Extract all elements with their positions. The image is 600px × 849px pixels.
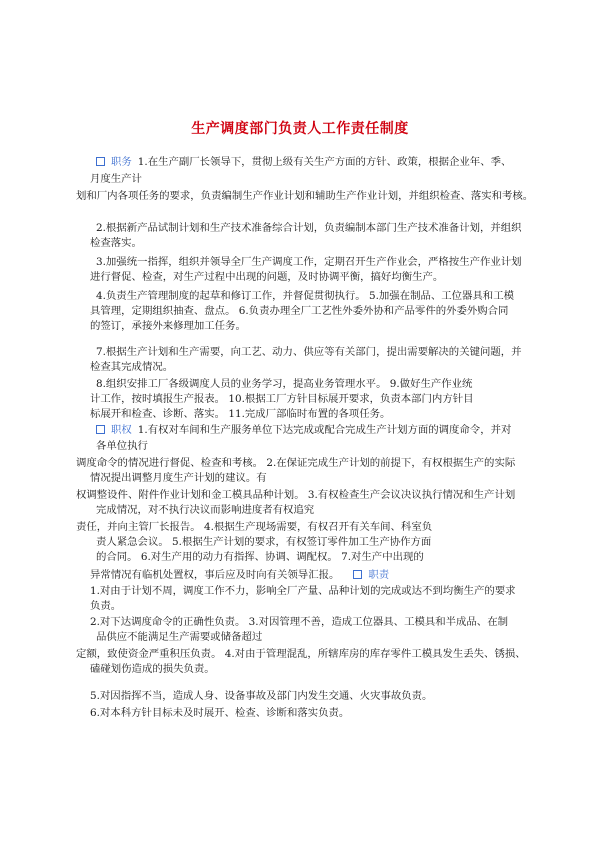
checkbox-icon	[96, 157, 105, 166]
checkbox-icon	[353, 570, 362, 579]
text-line: 的合同。 6.对生产用的动力有指挥、协调、调配权。 7.对生产中出现的	[96, 551, 424, 563]
text-line: 6.对本科方针目标未及时展开、检查、诊断和落实负责。	[90, 707, 350, 719]
text-line: 责人紧急会议。 5.根据生产计划的要求，有权签订零件加工生产协作方面	[96, 536, 432, 548]
text-line: 5.对因指挥不当，造成人身、设备事故及部门内发生交通、火灾事故负责。	[90, 690, 433, 702]
document-title: 生产调度部门负责人工作责任制度	[191, 121, 409, 137]
text-line: 划和厂内各项任务的要求，负责编制生产作业计划和辅助生产作业计划，并组织检查、落实和考核。	[76, 190, 534, 202]
text-line: 职务 1.在生产副厂长领导下，贯彻上级有关生产方面的方针、政策，根据企业年、季、	[96, 156, 511, 169]
text-line: 7.根据生产计划和生产需要，向工艺、动力、供应等有关部门，提出需要解决的关键问题，并	[96, 346, 522, 358]
checkbox-icon	[96, 425, 105, 434]
text-line: 情况提出调整月度生产计划的建议。有	[90, 472, 267, 484]
text-line: 3.加强统一指挥，组织并领导全厂生产调度工作，定期召开生产作业会，严格按生产作业计划	[96, 256, 522, 268]
text-line: 具管理，定期组织抽查、盘点。 6.负责办理全厂工艺性外委外协和产品零件的外委外购合同	[90, 305, 509, 317]
text-line: 品供应不能满足生产需要或储备超过	[96, 631, 263, 643]
text-line: 进行督促、检查，对生产过程中出现的问题，及时协调平衡，搞好均衡生产。	[90, 271, 444, 283]
text-line: 检查其完成情况。	[90, 361, 174, 373]
text-line: 月度生产计	[90, 173, 142, 185]
text-line: 标展开和检查、诊断、落实。 11.完成厂部临时布置的各项任务。	[90, 408, 391, 420]
text-line: 磕碰划伤造成的损失负责。	[90, 663, 215, 675]
text-line: 完成情况，对不执行决议而影响进度者有权追究	[96, 504, 315, 516]
text-line: 定额，致使资金严重积压负责。 4.对由于管理混乱，所辖库房的库存零件工模具发生丢失、锈损、	[76, 648, 526, 660]
section-label-duties: 职务	[111, 156, 132, 168]
text-line: 责任，并向主管厂长报告。 4.根据生产现场需要，有权召开有关车间、科室负	[76, 521, 433, 533]
text-line: 各单位执行	[96, 440, 148, 452]
text-line: 计工作，按时填报生产报表。 10.根据工厂方针目标展开要求，负责本部门内方针目	[90, 393, 474, 405]
text-line: 负责。	[90, 600, 122, 612]
text-line: 的签订，承接外来修理加工任务。	[90, 320, 246, 332]
text-line: 2.根据新产品试制计划和生产技术准备综合计划，负责编制本部门生产技术准备计划，并组织	[96, 222, 522, 234]
section-label-responsibilities: 职责	[368, 569, 390, 581]
text-line: 职权 1.有权对车间和生产服务单位下达完成或配合完成生产计划方面的调度命令，并对	[96, 424, 511, 437]
text-line: 4.负责生产管理制度的起草和修订工作，并督促贯彻执行。 5.加强在制品、工位器具和工模	[96, 290, 514, 302]
text-line: 1.对由于计划不周，调度工作不力，影响全厂产量、品种计划的完成或达不到均衡生产的要求	[90, 585, 516, 597]
text-line: 调度命令的情况进行督促、检查和考核。 2.在保证完成生产计划的前提下，有权根据生产的实际	[76, 457, 516, 469]
text-line: 权调整设件、附件作业计划和金工模具品种计划。 3.有权检查生产会议决议执行情况和生产计划	[76, 489, 516, 501]
text-line: 2.对下达调度命令的正确性负责。 3.对因管理不善，造成工位器具、工模具和半成品、在制	[90, 616, 508, 628]
text-line: 异常情况有临机处置权，事后应及时向有关领导汇报。 职责	[90, 569, 390, 581]
text-line: 8.组织安排工厂各级调度人员的业务学习，提高业务管理水平。 9.做好生产作业统	[96, 378, 473, 390]
section-label-powers: 职权	[111, 424, 132, 436]
text-line: 检查落实。	[90, 237, 142, 249]
